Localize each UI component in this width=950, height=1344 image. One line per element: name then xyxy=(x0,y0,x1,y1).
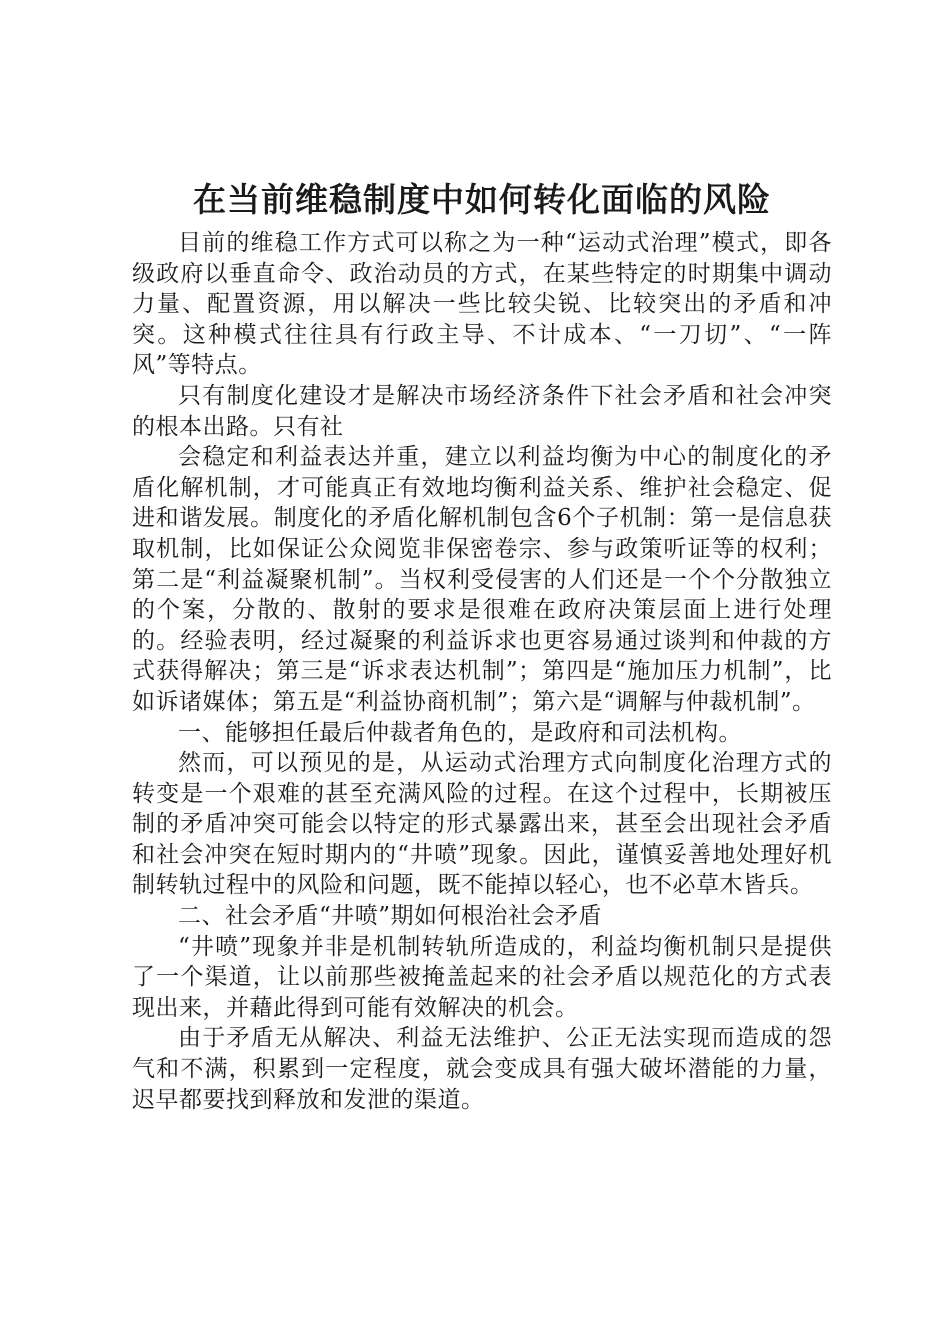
paragraph: 只有制度化建设才是解决市场经济条件下社会矛盾和社会冲突的根本出路。只有社 xyxy=(132,382,832,440)
paragraph: 由于矛盾无从解决、利益无法维护、公正无法实现而造成的怨气和不满，积累到一定程度，就会变成具有强大破坏潜能的力量，迟早都要找到释放和发泄的渠道。 xyxy=(132,1025,832,1113)
paragraph: 目前的维稳工作方式可以称之为一种“运动式治理”模式，即各级政府以垂直命令、政治动员的方式，在某些特定的时期集中调动力量、配置资源，用以解决一些比较尖锐、比较突出的矛盾和冲突。这种模式往往具有行政主导、不计成本、“一刀切”、“一阵风”等特点。 xyxy=(132,230,832,379)
document-title: 在当前维稳制度中如何转化面临的风险 xyxy=(193,180,771,219)
section-heading: 一、能够担任最后仲裁者角色的，是政府和司法机构。 xyxy=(178,719,742,746)
paragraph: “井喷”现象并非是机制转轨所造成的，利益均衡机制只是提供了一个渠道，让以前那些被掩盖起来的社会矛盾以规范化的方式表现出来，并藉此得到可能有效解决的机会。 xyxy=(132,933,832,1021)
section-heading: 二、社会矛盾“井喷”期如何根治社会矛盾 xyxy=(178,903,603,930)
paragraph: 会稳定和利益表达并重，建立以利益均衡为中心的制度化的矛盾化解机制，才可能真正有效地均衡利益关系、维护社会稳定、促进和谐发展。制度化的矛盾化解机制包含6个子机制：第一是信息获取机制，比如保证公众阅览非保密卷宗、参与政策听证等的权利；第二是“利益凝聚机制”。当权利受侵害的人们还是一个个分散独立的个案，分散的、散射的要求是很难在政府决策层面上进行处理的。经验表明，经过凝聚的利益诉求也更容易通过谈判和仲裁的方式获得解决；第三是“诉求表达机制”；第四是“施加压力机制”，比如诉诸媒体；第五是“利益协商机制”；第六是“调解与仲裁机制”。 xyxy=(132,444,832,715)
document-page xyxy=(132,178,832,1115)
paragraph: 然而，可以预见的是，从运动式治理方式向制度化治理方式的转变是一个艰难的甚至充满风险的过程。在这个过程中，长期被压制的矛盾冲突可能会以特定的形式暴露出来，甚至会出现社会矛盾和社会冲突在短时期内的“井喷”现象。因此，谨慎妥善地处理好机制转轨过程中的风险和问题，既不能掉以轻心，也不必草木皆兵。 xyxy=(132,750,832,899)
